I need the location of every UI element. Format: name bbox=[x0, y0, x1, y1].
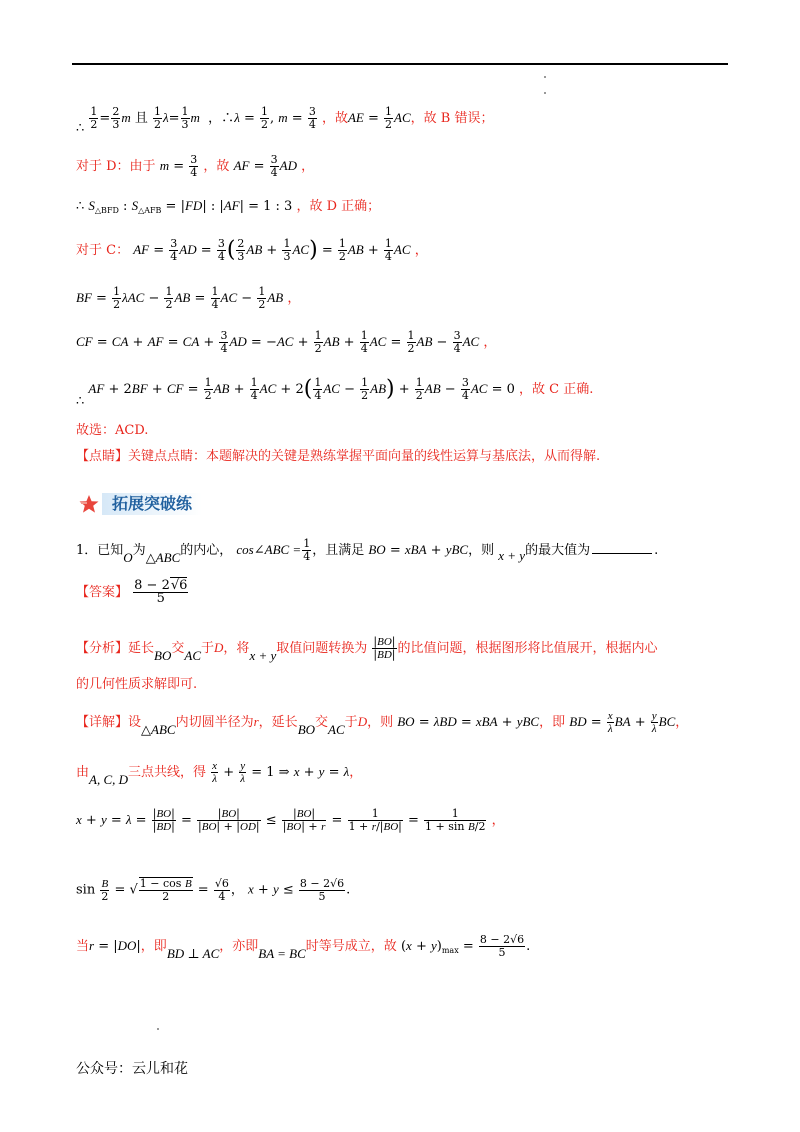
text: cos∠ABC = bbox=[236, 542, 302, 557]
text: x + y bbox=[498, 548, 526, 563]
text: D bbox=[214, 640, 224, 655]
text: ， bbox=[675, 715, 689, 730]
text: 的最大值为 bbox=[525, 543, 591, 558]
problem-statement: 1．已知O为△ABC的内心， cos∠ABC = $\frac{1}{4}$ ，且满足 BO = xBA + yBC，则 x + y的最大值为 . bbox=[76, 537, 659, 565]
text: BA = BC bbox=[258, 946, 306, 961]
text: AC bbox=[184, 648, 202, 663]
text: ， bbox=[491, 813, 505, 828]
text: 内切圆半径为 bbox=[175, 715, 254, 730]
comment-text: 关键点点睛：本题解决的关键是熟练掌握平面向量的线性运算与基底法，从而得解. bbox=[128, 449, 601, 464]
case-d-heading: 对于 D：由于 bbox=[76, 159, 156, 174]
text: ，则 bbox=[468, 543, 495, 558]
text: △ABC bbox=[145, 550, 181, 565]
text: 1．已知 bbox=[76, 543, 124, 558]
text: ，亦即 bbox=[219, 939, 259, 954]
section-title: 拓展突破练 bbox=[102, 493, 202, 515]
therefore-symbol: ∴ bbox=[76, 394, 85, 409]
answer-tag: 【答案】 bbox=[76, 585, 129, 600]
scan-dot bbox=[544, 76, 546, 78]
text: 【详解】 bbox=[76, 715, 129, 730]
text: 为 bbox=[132, 543, 146, 558]
text: 由 bbox=[76, 765, 90, 780]
text: A, C, D bbox=[89, 772, 129, 787]
section-badge bbox=[78, 493, 228, 515]
text: 交 bbox=[171, 641, 185, 656]
text: 【分析】 bbox=[76, 641, 129, 656]
text: ， bbox=[414, 243, 428, 258]
conclusion-c: ，故 C 正确. bbox=[519, 382, 594, 397]
text: ， bbox=[349, 765, 363, 780]
text: r bbox=[253, 714, 259, 729]
text: 取值问题转换为 bbox=[276, 641, 368, 656]
text: ， bbox=[287, 291, 301, 306]
conclusion-b: ，故 B 错误； bbox=[410, 111, 494, 126]
scan-dot bbox=[157, 1028, 159, 1030]
solution-line-7: ∴ AF + 2BF + CF = $\frac{1}{2}$ AB + $\frac{1}{4}$ AC + 2( $\frac{1}{4}$ AC − $\frac{1}{2}$ AB) + $\frac{1}{2}$ AB − $\frac{3}{4}$ AC = 0 ，故 C 正确. bbox=[76, 376, 594, 409]
text: . bbox=[654, 543, 659, 558]
text: 于 bbox=[344, 715, 358, 730]
text: BD ⊥ AC bbox=[166, 946, 220, 961]
star-icon bbox=[78, 494, 100, 514]
solution-line-5: BF = $\frac{1}{2}$ λAC − $\frac{1}{2}$ AB = $\frac{1}{4}$ AC − $\frac{1}{2}$ AB ， bbox=[76, 285, 301, 311]
answer-line: 【答案】 $\frac{8 - 2√6}{5}$ bbox=[76, 578, 188, 606]
text: ， bbox=[301, 159, 315, 174]
text: ，将 bbox=[223, 641, 250, 656]
header-rule bbox=[72, 63, 728, 65]
answer-blank bbox=[592, 553, 652, 554]
detail-line-5: 当r = |DO|，即BD ⊥ AC，亦即BA = BC时等号成立，故 $(x + y)_{max}$ = $\frac{8 - 2√6}{5}$ . bbox=[76, 933, 531, 961]
text: 交 bbox=[315, 715, 329, 730]
text: 的内心， bbox=[180, 543, 233, 558]
therefore-symbol: ∴ bbox=[76, 121, 85, 136]
text: . bbox=[526, 939, 531, 954]
text: △ABC bbox=[141, 722, 176, 737]
text: 延长 bbox=[128, 641, 155, 656]
footer-text: 公众号：云儿和花 bbox=[76, 1061, 188, 1077]
analysis-line-1: 【分析】延长BO交AC于D，将x + y取值问题转换为 $\frac{|BO|}{|BD|}$ 的比值问题，根据图形将比值展开，根据内心 bbox=[76, 635, 658, 663]
text: ，延长 bbox=[258, 715, 298, 730]
text: ，则 bbox=[367, 715, 394, 730]
solution-line-4: 对于 C： AF = $\frac{3}{4}$ AD = $\frac{3}{4}$ ( $\frac{2}{3}$ AB + $\frac{1}{3}$ AC) = $\frac{1}{2}$ AB + $\frac{1}{4}$ AC ， bbox=[76, 237, 428, 263]
case-c-heading: 对于 C： bbox=[76, 243, 130, 258]
solution-line-3: ∴ $S_{\triangle BFD}$ : $S_{\triangle AFB} = |FD|$ : |AF| = 1 : 3 ，故 D 正确； bbox=[76, 198, 381, 215]
text: D bbox=[357, 714, 368, 729]
detail-line-3: x + y = λ = $\frac{|BO|}{|BD|}$ = $\frac{|BO|}{|BO| + |OD|}$ ≤ $\frac{|BO|}{|BO| + r}$ = $\frac{1}{1 + r/|BO|}$ = $\frac{1}{\text{1 + sin B/2}}$ ， bbox=[76, 807, 505, 833]
comment-tag: 【点睛】 bbox=[76, 449, 129, 464]
analysis-line-2: 的几何性质求解即可. bbox=[76, 677, 198, 692]
text: ， bbox=[483, 335, 497, 350]
final-choice: 故选：ACD. bbox=[76, 423, 149, 438]
detail-line-1: 【详解】设△ABC内切圆半径为r，延长BO交AC于D，则 BO = λBD = xBA + yBC，即 BD = $\frac{x}{\lambda}$ BA + $\frac{y}{\lambda}$ BC， bbox=[76, 710, 689, 737]
solution-line-6: CF = CA + AF = CA + $\frac{3}{4}$ AD = −AC + $\frac{1}{2}$ AB + $\frac{1}{4}$ AC = $\frac{1}{2}$ AB − $\frac{3}{4}$ AC ， bbox=[76, 329, 497, 355]
comment-line bbox=[76, 450, 600, 463]
text: x + y bbox=[249, 648, 277, 663]
text: AC bbox=[328, 722, 345, 737]
text: ，故 bbox=[203, 159, 230, 174]
text: ，即 bbox=[140, 939, 167, 954]
text: 于 bbox=[201, 641, 215, 656]
text: BO bbox=[297, 722, 316, 737]
text: 时等号成立，故 bbox=[305, 939, 397, 954]
text: 的比值问题，根据图形将比值展开，根据内心 bbox=[397, 641, 658, 656]
text: ，且满足 bbox=[312, 543, 365, 558]
text: O bbox=[123, 550, 133, 565]
detail-line-2: 由A, C, D三点共线，得 $\frac{x}{\lambda}$ + $\frac{y}{\lambda}$ = 1 ⇒ x + y = λ， bbox=[76, 760, 363, 787]
text: ，即 bbox=[539, 715, 566, 730]
text: 设 bbox=[128, 715, 142, 730]
scan-dot bbox=[544, 92, 546, 94]
text: 三点共线，得 bbox=[128, 765, 207, 780]
text: 当 bbox=[76, 939, 90, 954]
conclusion-d: ，故 D 正确； bbox=[296, 199, 381, 214]
solution-line-2: 对于 D：由于 m = $\frac{3}{4}$ ，故 AF = $\frac{3}{4}$ AD ， bbox=[76, 153, 315, 179]
detail-line-4: sin $\frac{B}{2}$ = √ $\frac{\text{1 − cos B}}{2}$ = $\frac{√6}{4}$ ， x + y ≤ $\frac{8 - 2√6}{5}$ . bbox=[76, 876, 351, 903]
solution-line-1: ∴ $\frac{1}{2}$ = $\frac{2}{3}$ m 且 $\frac{1}{2}$ λ= $\frac{1}{3}$ m ，∴λ = $\frac{1}{2}$ , m = $\frac{3}{4}$ ，故AE = $\frac{1}{2}$ AC，故 B 错误； bbox=[76, 105, 494, 136]
text: . bbox=[346, 882, 351, 898]
text: BO bbox=[154, 648, 172, 663]
